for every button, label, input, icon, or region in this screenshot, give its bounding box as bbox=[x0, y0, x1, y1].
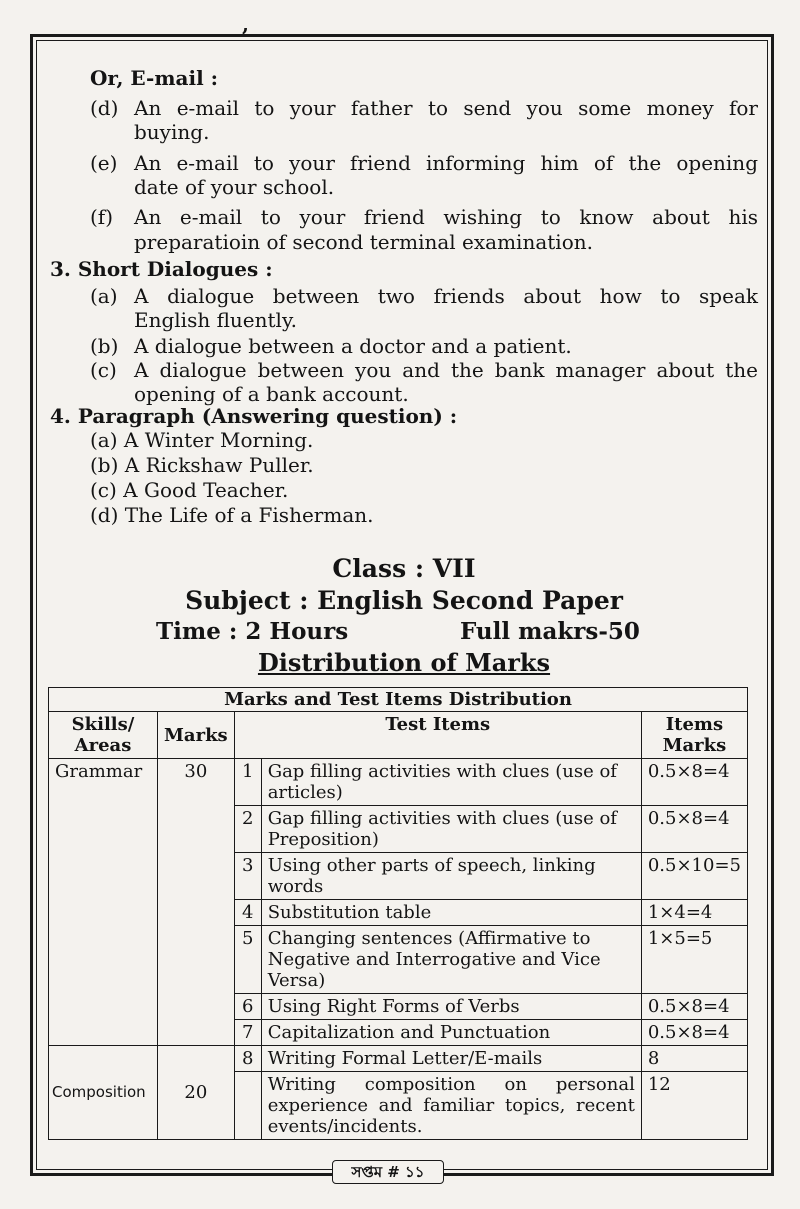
table-caption: Marks and Test Items Distribution bbox=[49, 688, 748, 712]
row-number: 4 bbox=[234, 900, 261, 926]
paragraph-item-d: (d) The Life of a Fisherman. bbox=[90, 503, 374, 527]
row-marks: 12 bbox=[641, 1072, 747, 1140]
row-item: Capitalization and Punctuation bbox=[261, 1020, 641, 1046]
row-number: 6 bbox=[234, 994, 261, 1020]
row-item: Using Right Forms of Verbs bbox=[261, 994, 641, 1020]
row-item: Substitution table bbox=[261, 900, 641, 926]
header-marks: Marks bbox=[158, 712, 235, 759]
row-item: Writing composition on personal experience and familiar topics, recent events/incidents. bbox=[261, 1072, 641, 1140]
dialogue-item-c-mark: (c) bbox=[90, 358, 117, 382]
dialogue-item-a-cont: English fluently. bbox=[134, 308, 297, 332]
paragraph-item-c: (c) A Good Teacher. bbox=[90, 478, 289, 502]
distribution-title: Distribution of Marks bbox=[257, 648, 551, 677]
row-marks: 1×4=4 bbox=[641, 900, 747, 926]
email-item-d-cont: buying. bbox=[134, 120, 210, 144]
page-number-badge: সপ্তম # ১১ bbox=[332, 1160, 444, 1184]
header-skills: Skills/ Areas bbox=[49, 712, 158, 759]
row-number: 2 bbox=[234, 806, 261, 853]
email-item-e: An e-mail to your friend informing him of the opening bbox=[134, 151, 758, 175]
row-marks: 0.5×8=4 bbox=[641, 806, 747, 853]
email-item-f-cont: preparatioin of second terminal examination. bbox=[134, 230, 593, 254]
dialogue-item-a-mark: (a) bbox=[90, 284, 118, 308]
marks-composition: 20 bbox=[158, 1046, 235, 1140]
row-marks: 0.5×8=4 bbox=[641, 1020, 747, 1046]
stray-mark: , bbox=[242, 12, 249, 36]
row-number: 3 bbox=[234, 853, 261, 900]
email-item-e-mark: (e) bbox=[90, 151, 118, 175]
dialogue-item-a: A dialogue between two friends about how to speak bbox=[134, 284, 758, 308]
table-row bbox=[49, 759, 748, 806]
row-number: 7 bbox=[234, 1020, 261, 1046]
row-marks: 8 bbox=[641, 1046, 747, 1072]
dialogue-item-c: A dialogue between you and the bank manager about the bbox=[134, 358, 758, 382]
dialogues-heading: 3. Short Dialogues : bbox=[50, 257, 273, 281]
email-item-d-mark: (d) bbox=[90, 96, 119, 120]
row-item: Writing Formal Letter/E-mails bbox=[261, 1046, 641, 1072]
dialogue-item-c-cont: opening of a bank account. bbox=[134, 382, 409, 406]
email-item-f-mark: (f) bbox=[90, 205, 114, 229]
header-items-marks: Items Marks bbox=[641, 712, 747, 759]
area-grammar: Grammar bbox=[49, 759, 158, 1046]
area-composition: Composition bbox=[49, 1046, 158, 1140]
email-heading: Or, E-mail : bbox=[90, 66, 219, 90]
subject-title: Subject : English Second Paper bbox=[185, 586, 623, 615]
email-item-f: An e-mail to your friend wishing to know about his bbox=[134, 205, 758, 229]
row-marks: 0.5×8=4 bbox=[641, 759, 747, 806]
marks-grammar: 30 bbox=[158, 759, 235, 1046]
dialogue-item-b-mark: (b) bbox=[90, 334, 119, 358]
row-marks: 0.5×10=5 bbox=[641, 853, 747, 900]
row-marks: 0.5×8=4 bbox=[641, 994, 747, 1020]
row-number: 8 bbox=[234, 1046, 261, 1072]
marks-distribution-table bbox=[48, 687, 748, 1140]
dialogue-item-b: A dialogue between a doctor and a patient. bbox=[134, 334, 572, 358]
paragraph-item-a: (a) A Winter Morning. bbox=[90, 428, 314, 452]
row-item: Gap filling activities with clues (use of articles) bbox=[261, 759, 641, 806]
table-row bbox=[49, 1046, 748, 1072]
row-item: Using other parts of speech, linking words bbox=[261, 853, 641, 900]
row-number: 1 bbox=[234, 759, 261, 806]
time-label: Time : 2 Hours bbox=[156, 618, 349, 645]
paragraph-item-b: (b) A Rickshaw Puller. bbox=[90, 453, 314, 477]
email-item-d: An e-mail to your father to send you some money for bbox=[134, 96, 758, 120]
row-number bbox=[234, 1072, 261, 1140]
email-item-e-cont: date of your school. bbox=[134, 175, 335, 199]
class-title: Class : VII bbox=[332, 554, 476, 583]
header-test-items: Test Items bbox=[234, 712, 641, 759]
paragraph-heading: 4. Paragraph (Answering question) : bbox=[50, 404, 458, 428]
row-number: 5 bbox=[234, 926, 261, 994]
row-item: Changing sentences (Affirmative to Negative and Interrogative and Vice Versa) bbox=[261, 926, 641, 994]
row-item: Gap filling activities with clues (use of Preposition) bbox=[261, 806, 641, 853]
full-marks: Full makrs-50 bbox=[460, 618, 640, 645]
row-marks: 1×5=5 bbox=[641, 926, 747, 994]
